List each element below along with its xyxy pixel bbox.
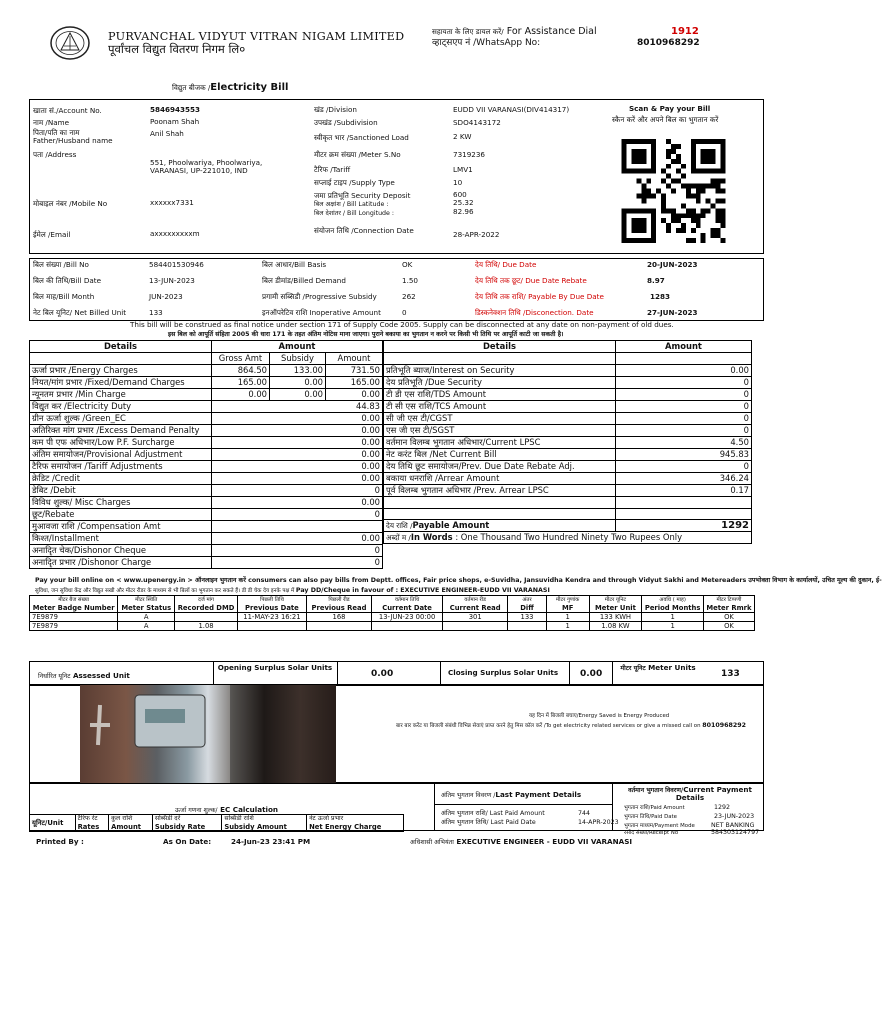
- charge-gross: [212, 449, 270, 461]
- charge-subsidy: 0.00: [270, 377, 326, 389]
- notice-hindi: इस बिल को आपूर्ति संहिता 2005 की धारा 171 के तहत अंतिम नोटिस माना जाएगा। पुराने बकाया का भुगतान न करने पर किसी भी तिथि पर आपूर्ति काटी जा सकती है।: [168, 331, 564, 338]
- charge-label: अनादृित प्रभार /Dishonor Charge: [30, 557, 212, 569]
- ec-calc-table: [29, 814, 404, 832]
- billinfo-right-label-1: देय तिथि तक छूट/ Due Date Rebate: [475, 276, 587, 285]
- meter-col-header: Previous Date: [237, 604, 306, 613]
- charge-gross: [212, 401, 270, 413]
- in-words: अब्दों म /In Words : One Thousand Two Hundred Ninety Two Rupees Only: [384, 532, 752, 544]
- longitude-label: बिल देशांतर / Bill Longitude :: [314, 210, 395, 217]
- address-value: 551, Phoolwariya, Phoolwariya, VARANASI, UP-221010, IND: [150, 158, 263, 176]
- charge-amount: 0.00: [326, 437, 383, 449]
- charge-gross: 864.50: [212, 365, 270, 377]
- assessed-unit-label: निर्धारित यूनिट Assessed Unit: [38, 671, 130, 680]
- charge-row-right: [384, 400, 752, 412]
- billinfo-label-1: बिल की तिथि/Bill Date: [33, 276, 102, 285]
- meter-cell: [237, 622, 306, 631]
- meter-col-header: MF: [546, 604, 589, 613]
- father-name-value: Anil Shah: [150, 129, 184, 138]
- charge-gross: [212, 485, 270, 497]
- ec-header-row: [30, 815, 404, 832]
- meter-cell: 133: [508, 613, 547, 622]
- charge-label-right: देय तिथि छूट समायोजन/Prev. Due Date Rebate Adj.: [384, 460, 616, 472]
- meter-cell: 7E9879: [30, 622, 118, 631]
- meter-hindi-col: मीटर यूनिट: [589, 596, 642, 605]
- father-name-label: पिता/पति का नाम Father/Husband name: [33, 128, 113, 146]
- billinfo-mid-label-1: बिल डीमांड/Billed Demand: [262, 276, 346, 285]
- mobile-label: मोबाइल नंबर /Mobile No: [33, 199, 108, 208]
- last-payment-title: अंतिम भुगतान विवरण /Last Payment Details: [441, 790, 582, 799]
- meter-col-header: Diff: [508, 604, 547, 613]
- meter-row: [30, 622, 755, 631]
- meter-col-header: Current Date: [372, 604, 443, 613]
- meter-units-label: मीटर यूनिट Meter Units: [620, 663, 696, 672]
- charge-amount: 0: [326, 509, 383, 521]
- billinfo-mid-label-2: प्रगामी सब्सिडी /Progressive Subsidy: [262, 292, 377, 301]
- billinfo-mid-value-3: 0: [402, 308, 407, 317]
- charge-row: [30, 521, 383, 533]
- ec-col-header: नेट ऊर्जा प्रभार Net Energy Charge: [307, 815, 404, 832]
- charge-subsidy: [270, 545, 326, 557]
- billinfo-right-value-1: 8.97: [647, 276, 665, 285]
- gross-header: Gross Amt: [212, 353, 270, 365]
- charge-row: [30, 533, 383, 545]
- meter-units-value: 133: [721, 669, 740, 679]
- charge-amount: 0: [326, 485, 383, 497]
- charge-subsidy: [270, 437, 326, 449]
- longitude-value: 82.96: [453, 207, 474, 216]
- billinfo-mid-value-0: OK: [402, 260, 413, 269]
- charge-subsidy: [270, 413, 326, 425]
- charge-label: टैरिफ समायोजन /Tariff Adjustments: [30, 461, 212, 473]
- charge-amount: 0.00: [326, 425, 383, 437]
- bill-title: विद्युत बीजक /Electricity Bill: [172, 82, 289, 93]
- meter-col-header: Recorded DMD: [175, 604, 238, 613]
- charge-gross: [212, 461, 270, 473]
- charge-amount-right: 0: [616, 424, 752, 436]
- in-words-row: [384, 532, 752, 544]
- billinfo-value-2: JUN-2023: [149, 292, 183, 301]
- subdivision-value: SDO4143172: [453, 118, 501, 127]
- load-value: 2 KW: [453, 132, 472, 141]
- pay-online-line1: Pay your bill online on < www.upenergy.in > ऑनलाइन भुगतान करें consumers can also pay bills from Deptt. offices, Fair price shops, e-Suvidha, Jansuvidha Kendra and through Vidyut Sakhi and Metereaders उपभोक्ता विभाग के कार्यालयों, उचित मूल्य की दुकान, ई-: [35, 577, 882, 584]
- charge-amount: 0.00: [326, 413, 383, 425]
- charge-amount: 165.00: [326, 377, 383, 389]
- meter-cell: A: [118, 613, 175, 622]
- charge-row: [30, 401, 383, 413]
- charge-gross: [212, 509, 270, 521]
- division-value: EUDD VII VARANASI(DIV414317): [453, 105, 570, 114]
- charge-row-right: [384, 484, 752, 496]
- charge-label: क्रेडिट /Credit: [30, 473, 212, 485]
- charge-gross: [212, 413, 270, 425]
- meter-cell: [508, 622, 547, 631]
- scan-pay-title: Scan & Pay your Bill: [629, 104, 711, 113]
- last-paid-date-value: 14-APR-2023: [578, 819, 619, 826]
- name-value: Poonam Shah: [150, 117, 200, 126]
- whatsapp-number[interactable]: 8010968292: [637, 38, 700, 48]
- meter-hindi-col: मीटर गुणांक: [546, 596, 589, 605]
- charge-label-right: सी जी एस टी/CGST: [384, 412, 616, 424]
- charge-amount: 0.00: [326, 533, 383, 545]
- charge-row: [30, 461, 383, 473]
- payment-qr-code[interactable]: [621, 139, 726, 243]
- assistance-label: सहायता के लिए डायल करें/ For Assistance Dial: [432, 26, 597, 37]
- security-deposit-value: 600: [453, 190, 467, 199]
- charge-label-right: नेट करंट बिल /Net Current Bill: [384, 448, 616, 460]
- meter-cell: [372, 622, 443, 631]
- billinfo-right-value-2: 1283: [650, 292, 671, 301]
- tariff-value: LMV1: [453, 165, 473, 174]
- charge-row: [30, 545, 383, 557]
- charge-row-right: [384, 388, 752, 400]
- billinfo-mid-value-2: 262: [402, 292, 416, 301]
- amount-header-right: Amount: [616, 341, 752, 353]
- charge-label-right: टी सी एस राशि/TCS Amount: [384, 400, 616, 412]
- charge-gross: [212, 521, 270, 533]
- charge-subsidy: [270, 425, 326, 437]
- charge-row-right: [384, 472, 752, 484]
- amt-header: Amount: [326, 353, 383, 365]
- meter-hindi-col: अवधि ( माह): [642, 596, 704, 605]
- charge-label-right: एस जी एस टी/SGST: [384, 424, 616, 436]
- subsidy-header: Subsidy: [270, 353, 326, 365]
- charge-label: अनादृित चेक/Dishonor Cheque: [30, 545, 212, 557]
- billinfo-right-value-0: 20-JUN-2023: [647, 260, 698, 269]
- meter-reading-table: [29, 595, 755, 631]
- billinfo-right-label-3: डिस्कनेक्शन तिथि /Disconection. Date: [475, 308, 594, 317]
- last-paid-date-label: अंतिम भुगतान तिथि/ Last Paid Date: [441, 819, 536, 826]
- supply-type-value: 10: [453, 178, 463, 187]
- charge-subsidy: 133.00: [270, 365, 326, 377]
- meter-hindi-col: पिछली रीड: [306, 596, 371, 605]
- billinfo-label-2: बिल माह/Bill Month: [33, 292, 95, 301]
- charge-label: छूट/Rebate: [30, 509, 212, 521]
- charge-label: अतिरिक्त मांग प्रभार /Excess Demand Penalty: [30, 425, 212, 437]
- closing-solar-label: Closing Surplus Solar Units: [448, 668, 559, 677]
- meter-hindi-col: मीटर टिप्पणी: [703, 596, 754, 605]
- company-name-en: PURVANCHAL VIDYUT VITRAN NIGAM LIMITED: [108, 30, 405, 43]
- meter-col-header: Meter Unit: [589, 604, 642, 613]
- charge-label: किश्त/Installment: [30, 533, 212, 545]
- charge-label: डेबिट /Debit: [30, 485, 212, 497]
- meter-cell: [443, 622, 508, 631]
- charge-gross: [212, 557, 270, 569]
- paid-amount-label: भुगतान राशि/Paid Amount: [624, 805, 685, 811]
- meter-cell: 1: [642, 622, 704, 631]
- charge-amount-right: 0.00: [616, 364, 752, 376]
- charge-amount: 731.50: [326, 365, 383, 377]
- charge-amount-right: 0: [616, 376, 752, 388]
- charge-gross: [212, 533, 270, 545]
- meter-col-header: Period Months: [642, 604, 704, 613]
- charge-row-right: [384, 376, 752, 388]
- charge-label: मुआवजा राशि /Compensation Amt: [30, 521, 212, 533]
- notice-english: This bill will be construed as final notice under section 171 of Supply Code 2005. Supply can be disconnected at any date on non-payment of old dues.: [130, 320, 674, 329]
- charge-label: कम पी एफ अधिभार/Low P.F. Surcharge: [30, 437, 212, 449]
- meter-hindi-col: पिछली तिथि: [237, 596, 306, 605]
- meter-cell: 1.08 KW: [589, 622, 642, 631]
- charge-row: [30, 473, 383, 485]
- charge-row: [30, 449, 383, 461]
- charge-amount: 44.83: [326, 401, 383, 413]
- charge-label: न्यूनतम प्रभार /Min Charge: [30, 389, 212, 401]
- billinfo-label-0: बिल संख्या /Bill No: [33, 260, 89, 269]
- charge-gross: [212, 437, 270, 449]
- last-paid-amount-value: 744: [578, 810, 591, 817]
- meter-cell: 1: [546, 622, 589, 631]
- meter-cell: 1.08: [175, 622, 238, 631]
- current-payment-title: वर्तमान भुगतान विवरण/Current Payment Details: [628, 785, 752, 803]
- meter-header: [30, 604, 755, 613]
- charge-gross: [212, 473, 270, 485]
- scan-pay-subtitle: स्कैन करें और अपने बिल का भुगतान करें: [612, 115, 719, 124]
- charge-label-right: टी डी एस राशि/TDS Amount: [384, 388, 616, 400]
- charge-amount: 0.00: [326, 473, 383, 485]
- billinfo-right-label-2: देय तिथि तक राशि/ Payable By Due Date: [475, 292, 604, 301]
- meter-hindi-col: मीटर स्थिति: [118, 596, 175, 605]
- charge-label: विविध शुल्क/ Misc Charges: [30, 497, 212, 509]
- charge-row: [30, 509, 383, 521]
- charge-subsidy: [270, 473, 326, 485]
- charge-label: विद्युत कर /Electricity Duty: [30, 401, 212, 413]
- security-deposit-label: जमा प्रतिभूति Security Deposit: [314, 191, 411, 200]
- meter-photo: [80, 685, 336, 783]
- missed-call-msg: बार बार करेंट या बिजली संबंधी विभिन्न सेवाएं प्राप्त करने हेतु मिस कॉल करें /To get electricity related services or give a missed call on 8010968292: [396, 722, 747, 729]
- charge-gross: [212, 425, 270, 437]
- connection-date-label: संयोजन तिथि /Connection Date: [314, 226, 414, 235]
- subdivision-label: उपखंड /Subdivision: [314, 118, 378, 127]
- meter-cell: 11-MAY-23 16:21: [237, 613, 306, 622]
- tariff-label: टैरिफ /Tariff: [314, 165, 351, 174]
- company-name-hi: पूर्वांचल विद्युत वितरण निगम लि०: [108, 42, 246, 56]
- meter-hindi-col: अंतर: [508, 596, 547, 605]
- executive-engineer-signature: अधिशासी अभियंता EXECUTIVE ENGINEER - EUDD VII VARANASI: [410, 837, 633, 846]
- meter-hindi-col: मीटर बैज संख्या: [30, 596, 118, 605]
- paid-date-label: भुगतान तिथि/Paid Date: [624, 814, 677, 820]
- charge-amount-right: 346.24: [616, 472, 752, 484]
- charge-label-right: देय प्रतिभूति /Due Security: [384, 376, 616, 388]
- meter-sno-value: 7319236: [453, 150, 486, 159]
- meter-cell: 1: [642, 613, 704, 622]
- charge-label: अंतिम समायोजन/Provisional Adjustment: [30, 449, 212, 461]
- charge-row-right: [384, 448, 752, 460]
- company-logo: [50, 26, 90, 60]
- charge-subsidy: [270, 449, 326, 461]
- meter-col-header: Meter Status: [118, 604, 175, 613]
- paid-date-value: 23-JUN-2023: [714, 813, 755, 820]
- meter-cell: OK: [703, 622, 754, 631]
- latitude-label: बिल अक्षांश / Bill Latitude :: [314, 201, 389, 208]
- meter-cell: 1: [546, 613, 589, 622]
- charge-row-right: [384, 364, 752, 376]
- division-label: खंड /Division: [314, 105, 357, 114]
- billinfo-value-0: 584401530946: [149, 260, 204, 269]
- paid-amount-value: 1292: [714, 804, 731, 811]
- charge-row-right: [384, 424, 752, 436]
- charge-row: [30, 485, 383, 497]
- charge-amount: 0.00: [326, 497, 383, 509]
- opening-solar-value: 0.00: [371, 669, 394, 679]
- email-label: ईमेल /Email: [33, 230, 71, 239]
- meter-row: [30, 613, 755, 622]
- meter-hindi-col: वर्तमान रीड: [443, 596, 508, 605]
- charge-subsidy: [270, 557, 326, 569]
- charge-label: ग्रीन ऊर्जा शुल्क /Green_EC: [30, 413, 212, 425]
- charge-row: [30, 413, 383, 425]
- as-on-date-value: 24-Jun-23 23:41 PM: [231, 837, 311, 846]
- address-label: पता /Address: [33, 150, 77, 159]
- charge-subsidy: [270, 533, 326, 545]
- receipt-no-value: 584303124797: [711, 829, 760, 836]
- supply-type-label: सप्लाई टाइप /Supply Type: [314, 178, 395, 187]
- charge-amount: [326, 521, 383, 533]
- meter-cell: A: [118, 622, 175, 631]
- billinfo-label-3: नेट बिल यूनिट/ Net Billed Unit: [33, 308, 127, 317]
- payment-mode-label: भुगतान माध्यम/Payment Mode: [624, 823, 695, 829]
- charge-label: ऊर्जा प्रभार /Energy Charges: [30, 365, 212, 377]
- charge-amount: 0: [326, 557, 383, 569]
- charge-subsidy: [270, 485, 326, 497]
- charge-gross: 165.00: [212, 377, 270, 389]
- payable-label: देय राशि /Payable Amount: [384, 520, 616, 532]
- billinfo-mid-label-0: बिल आधार/Bill Basis: [262, 260, 327, 269]
- meter-cell: [175, 613, 238, 622]
- charge-amount: 0.00: [326, 389, 383, 401]
- whatsapp-label: व्हाट्सएप नं /WhatsApp No:: [432, 38, 541, 48]
- charge-amount-right: 945.83: [616, 448, 752, 460]
- charge-subsidy: [270, 497, 326, 509]
- load-label: स्वीकृत भार /Sanctioned Load: [314, 133, 409, 142]
- billinfo-right-value-3: 27-JUN-2023: [647, 308, 698, 317]
- charges-table-right: [383, 340, 752, 579]
- charge-row: [30, 377, 383, 389]
- email-value: axxxxxxxxxm: [150, 229, 200, 238]
- payment-mode-value: NET BANKING: [711, 822, 755, 829]
- charge-amount-right: 0: [616, 400, 752, 412]
- meter-cell: 7E9879: [30, 613, 118, 622]
- meter-hindi-header: [30, 596, 755, 605]
- charge-gross: 0.00: [212, 389, 270, 401]
- ec-col-header: सब्सिडी दरें Subsidy Rate: [152, 815, 221, 832]
- charge-row: [30, 497, 383, 509]
- charge-label-right: बकाया धनराशि /Arrear Amount: [384, 472, 616, 484]
- charge-row-right: [384, 460, 752, 472]
- charge-amount-right: 0: [616, 388, 752, 400]
- payable-row: [384, 520, 752, 532]
- account-label: खाता सं./Account No.: [33, 106, 102, 115]
- billinfo-value-1: 13-JUN-2023: [149, 276, 195, 285]
- meter-col-header: Meter Badge Number: [30, 604, 118, 613]
- as-on-date-label: As On Date:: [163, 837, 212, 846]
- charge-amount-right: 0: [616, 460, 752, 472]
- meter-cell: 301: [443, 613, 508, 622]
- charge-row: [30, 437, 383, 449]
- charge-amount: 0.00: [326, 461, 383, 473]
- meter-col-header: Meter Rmrk: [703, 604, 754, 613]
- charge-label-right: प्रतिभूति ब्याज/Interest on Security: [384, 364, 616, 376]
- ec-col-header: टैरिफ रेट Rates: [75, 815, 109, 832]
- meter-cell: [306, 622, 371, 631]
- charge-row: [30, 557, 383, 569]
- charge-gross: [212, 545, 270, 557]
- billinfo-mid-label-3: इनऑपरेटिव राशि Inoperative Amount: [262, 308, 381, 317]
- receipt-no-label: रसीद संख्या/Receipt No: [624, 830, 679, 836]
- ec-calc-title: ऊर्जा गणना शुल्क/ EC Calculation: [175, 805, 279, 814]
- charge-row: [30, 425, 383, 437]
- charge-gross: [212, 497, 270, 509]
- charge-amount-right: 4.50: [616, 436, 752, 448]
- charge-label: नियत/मांग प्रभार /Fixed/Demand Charges: [30, 377, 212, 389]
- mobile-value: xxxxxx7331: [150, 198, 194, 207]
- connection-date-value: 28-APR-2022: [453, 230, 500, 239]
- opening-solar-label: Opening Surplus Solar Units: [217, 663, 333, 672]
- ec-col-header: सब्सिडी राशि Subsidy Amount: [222, 815, 307, 832]
- charge-amount: 0.00: [326, 449, 383, 461]
- meter-col-header: Current Read: [443, 604, 508, 613]
- meter-col-header: Previous Read: [306, 604, 371, 613]
- printed-by-label: Printed By :: [36, 837, 84, 846]
- charges-table-left: [29, 340, 383, 569]
- charge-amount: 0: [326, 545, 383, 557]
- assistance-number[interactable]: 1912: [671, 26, 699, 37]
- ec-col-header: यूनिट/Unit: [30, 815, 76, 832]
- charge-row: [30, 365, 383, 377]
- meter-cell: 13-JUN-23 00:00: [372, 613, 443, 622]
- payable-amount: 1292: [616, 520, 752, 532]
- account-value: 5846943553: [150, 105, 201, 114]
- charge-row-right: [384, 412, 752, 424]
- charge-subsidy: [270, 401, 326, 413]
- ec-col-header: कुल राशि Amount: [109, 815, 153, 832]
- charge-subsidy: 0.00: [270, 389, 326, 401]
- charge-row-right: [384, 436, 752, 448]
- details-header-right: Details: [384, 341, 616, 353]
- closing-solar-value: 0.00: [580, 669, 603, 679]
- last-paid-amount-label: अंतिम भुगतान राशि/ Last Paid Amount: [441, 810, 545, 817]
- latitude-value: 25.32: [453, 198, 474, 207]
- charge-subsidy: [270, 509, 326, 521]
- pay-online-line2: सुविधा, जन सुविधा केंद्र और विद्युत सखी और मीटर रीडर के माध्यम से भी बिलों का भुगतान कर सकते हैं। डी डी चेक देय इनके पक्ष में Pay DD/Cheque in favour of : EXECUTIVE ENGINEER-EUDD VII VARANASI: [35, 587, 550, 594]
- charge-subsidy: [270, 461, 326, 473]
- charge-amount-right: 0.17: [616, 484, 752, 496]
- billinfo-value-3: 133: [149, 308, 163, 317]
- meter-hindi-col: दर्ज मांग: [175, 596, 238, 605]
- meter-cell: 168: [306, 613, 371, 622]
- charge-label-right: पूर्व विलम्ब भुगतान अधिभार /Prev. Arrear LPSC: [384, 484, 616, 496]
- energy-saved-msg: यह दिन में बिजली बचाए/Energy Saved is Energy Produced: [529, 713, 670, 719]
- charge-row: [30, 389, 383, 401]
- name-label: नाम /Name: [33, 118, 70, 127]
- charge-amount-right: 0: [616, 412, 752, 424]
- charge-subsidy: [270, 521, 326, 533]
- billinfo-right-label-0: देय तिथि/ Due Date: [475, 260, 537, 269]
- charge-label-right: वर्तमान विलम्ब भुगतान अधिभार/Current LPSC: [384, 436, 616, 448]
- details-header: Details: [30, 341, 212, 353]
- meter-hindi-col: वर्तमान तिथि: [372, 596, 443, 605]
- meter-cell: 133 KWH: [589, 613, 642, 622]
- meter-cell: OK: [703, 613, 754, 622]
- billinfo-mid-value-1: 1.50: [402, 276, 419, 285]
- amount-header: Amount: [212, 341, 383, 353]
- meter-sno-label: मीटर क्रम संख्या /Meter S.No: [314, 150, 401, 159]
